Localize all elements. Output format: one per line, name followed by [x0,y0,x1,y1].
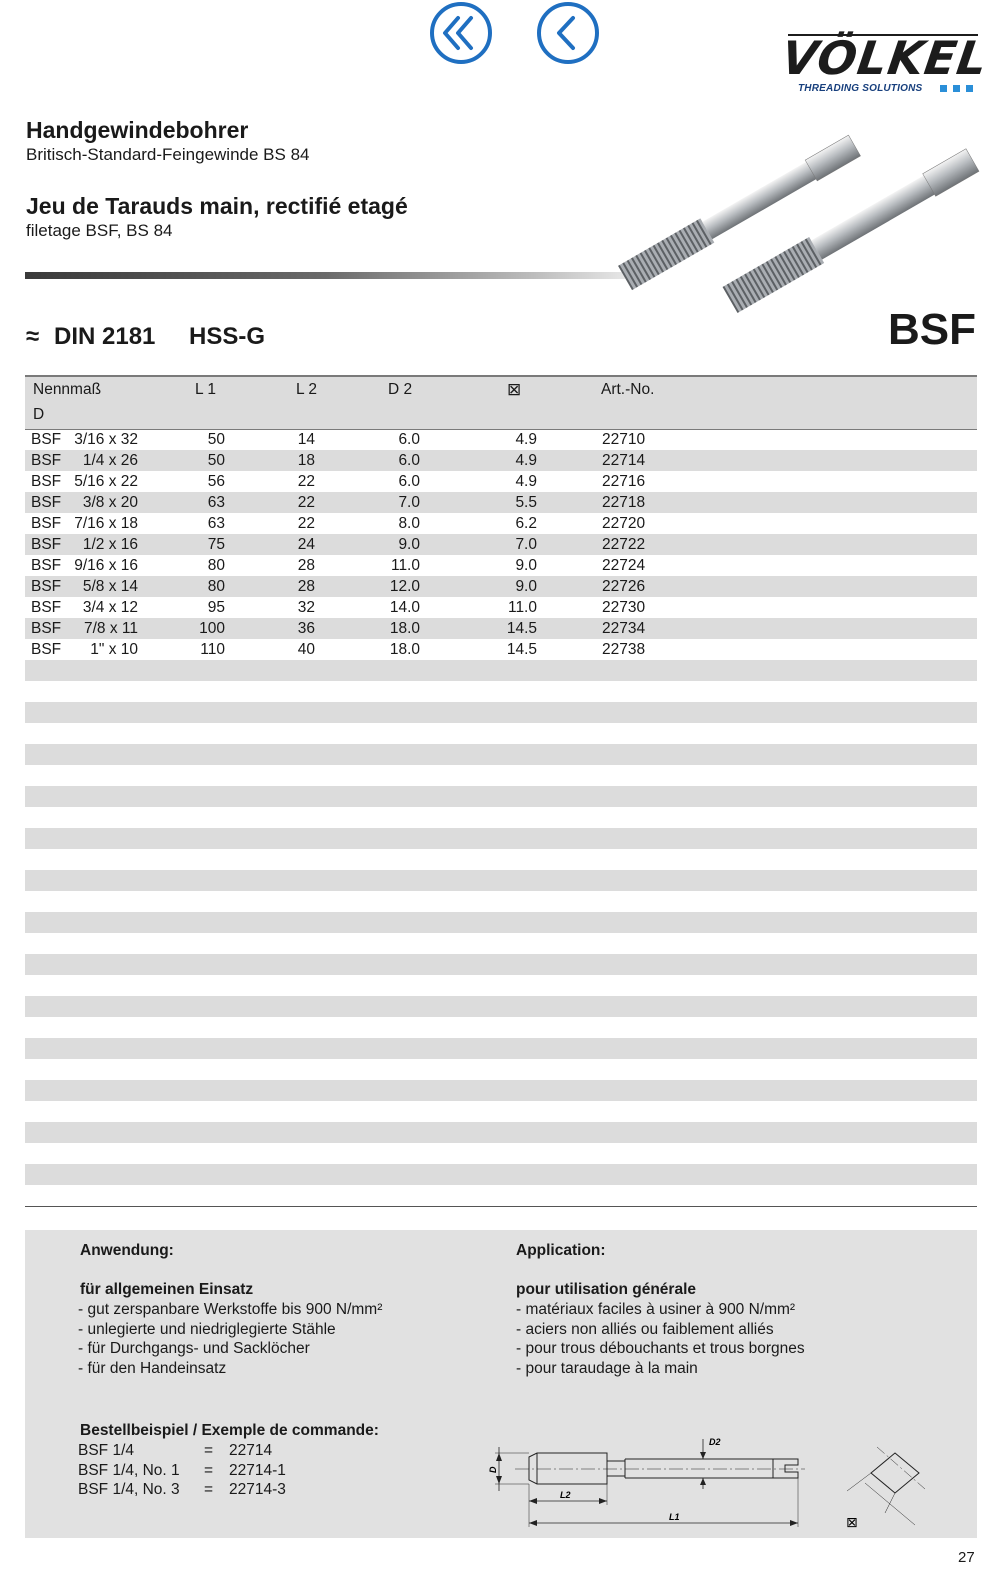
table-row-empty [25,975,977,996]
cell-l2: 40 [297,641,315,658]
table-row [25,492,977,513]
cell-l1: 50 [207,452,225,469]
cell-l2: 14 [297,431,315,448]
logo-wordmark: VÖLKEL [778,31,992,85]
table-row-empty [25,723,977,744]
cell-artno: 22710 [602,431,646,448]
cell-size: 3/16 x 32 [74,431,138,448]
cell-l1: 56 [207,473,225,490]
order-example-equals: = [204,1481,214,1498]
page-number: 27 [958,1549,975,1566]
application-heading-fr: pour utilisation générale [516,1281,696,1298]
cell-size: 9/16 x 16 [74,557,138,574]
table-row [25,450,977,471]
cell-square: 5.5 [515,494,537,511]
table-row [25,555,977,576]
cell-artno: 22730 [602,599,646,616]
tap-dimension-drawing [485,1425,955,1535]
cell-artno: 22718 [602,494,646,511]
application-label-de: Anwendung: [80,1242,174,1259]
cell-size: 7/8 x 11 [83,620,138,637]
order-example-item: BSF 1/4, No. 3 [78,1481,180,1498]
cell-l1: 63 [207,494,225,511]
cell-l1: 95 [207,599,225,616]
col-square-icon: ⊠ [507,380,522,399]
table-row-empty [25,1038,977,1059]
din-standard: DIN 2181 [54,323,156,350]
cell-square: 9.0 [515,578,537,595]
cell-standard: BSF [31,620,62,637]
cell-l1: 100 [199,620,225,637]
table-row-empty [25,828,977,849]
cell-artno: 22724 [602,557,646,574]
table-row [25,534,977,555]
cell-square: 9.0 [515,557,537,574]
table-row [25,618,977,639]
previous-page-button[interactable] [537,2,599,64]
application-heading-de: für allgemeinen Einsatz [80,1281,254,1298]
table-row-empty [25,807,977,828]
cell-square: 14.5 [506,620,537,637]
application-line-fr: - matériaux faciles à usiner à 900 N/mm² [516,1301,796,1318]
col-d2: D 2 [388,381,413,398]
table-row-empty [25,1122,977,1143]
table-row-empty [25,765,977,786]
cell-square: 4.9 [515,473,537,490]
cell-d2: 14.0 [389,599,420,616]
cell-l1: 80 [207,578,225,595]
cell-size: 5/8 x 14 [82,578,138,595]
table-row [25,576,977,597]
table-row-empty [25,681,977,702]
application-line-de: - gut zerspanbare Werkstoffe bis 900 N/mm² [78,1301,383,1318]
cell-artno: 22734 [602,620,646,637]
cell-l2: 22 [297,473,315,490]
col-l2: L 2 [296,381,317,398]
table-row-empty [25,1017,977,1038]
order-example-item: BSF 1/4 [78,1442,134,1459]
cell-size: 1/2 x 16 [82,536,138,553]
page-subtitle-fr: filetage BSF, BS 84 [26,221,173,240]
cell-artno: 22722 [602,536,646,553]
page-subtitle-de: Britisch-Standard-Feingewinde BS 84 [26,145,310,164]
cell-artno: 22726 [602,578,646,595]
table-row-empty [25,744,977,765]
cell-l1: 80 [207,557,225,574]
cell-l2: 28 [297,557,315,574]
application-line-fr: - pour taraudage à la main [516,1359,698,1377]
table-row-empty [25,1185,977,1206]
cell-d2: 6.0 [398,431,420,448]
logo-tagline: THREADING SOLUTIONS [798,83,923,94]
table-row [25,597,977,618]
cell-d2: 18.0 [389,620,420,637]
cell-size: 7/16 x 18 [74,515,138,532]
cell-d2: 6.0 [398,452,420,469]
col-d: D [33,406,45,423]
cell-size: 3/8 x 20 [82,494,138,511]
table-row [25,639,977,660]
table-row-empty [25,954,977,975]
application-line-de: - für den Handeinsatz [78,1359,227,1377]
table-row [25,429,977,450]
table-row-empty [25,786,977,807]
table-row-empty [25,933,977,954]
cell-artno: 22714 [602,452,646,469]
table-row-empty [25,912,977,933]
cell-square: 11.0 [507,599,537,616]
cell-l2: 18 [297,452,315,469]
cell-standard: BSF [31,515,62,532]
cell-d2: 6.0 [398,473,420,490]
table-row [25,471,977,492]
table-row-empty [25,702,977,723]
cell-standard: BSF [31,431,62,448]
application-line-fr: - aciers non alliés ou faiblement alliés [516,1320,774,1338]
logo-square [953,85,960,92]
logo-square [940,85,947,92]
drawing-square-icon: ⊠ [846,1515,858,1531]
cell-standard: BSF [31,452,62,469]
drawing-label-d: D [488,1466,498,1473]
table-header [25,375,977,430]
drawing-label-l1: L1 [669,1512,680,1522]
order-example-equals: = [204,1461,214,1479]
cell-square: 14.5 [506,641,537,658]
cell-standard: BSF [31,599,62,616]
table-row-empty [25,870,977,891]
application-panel [25,1230,977,1538]
cell-size: 5/16 x 22 [74,473,138,490]
cell-l2: 22 [297,515,315,532]
cell-l2: 24 [297,536,315,553]
cell-d2: 8.0 [398,515,420,532]
approx-symbol: ≈ [26,323,40,350]
double-chevron-left-icon [430,2,492,64]
table-row-empty [25,891,977,912]
cell-square: 4.9 [515,431,537,448]
col-nennmass: Nennmaß [33,381,102,398]
cell-l2: 32 [297,599,315,616]
order-example-label: Bestellbeispiel / Exemple de commande: [80,1422,379,1439]
order-example-item: BSF 1/4, No. 1 [78,1461,180,1479]
cell-l1: 110 [200,641,225,658]
col-artno: Art.-No. [601,381,655,398]
cell-l1: 75 [207,536,225,553]
cell-size: 3/4 x 12 [82,599,138,616]
first-page-button[interactable] [430,2,492,64]
table-row-empty [25,1164,977,1185]
cell-l2: 22 [297,494,315,511]
cell-artno: 22720 [602,515,646,532]
cell-standard: BSF [31,494,62,511]
order-example-equals: = [204,1442,214,1459]
table-row-empty [25,849,977,870]
cell-artno: 22738 [602,641,646,658]
drawing-label-d2: D2 [709,1437,721,1447]
drawing-label-l2: L2 [560,1490,571,1500]
application-line-fr: - pour trous débouchants et trous borgnes [516,1340,805,1357]
page-title-fr: Jeu de Tarauds main, rectifié etagé [26,193,408,219]
application-label-fr: Application: [516,1242,606,1259]
cell-d2: 12.0 [389,578,420,595]
table-row-empty [25,660,977,681]
cell-l2: 36 [297,620,315,637]
cell-d2: 18.0 [389,641,420,658]
application-line-de: - unlegierte und niedriglegierte Stähle [78,1320,336,1338]
application-line-de: - für Durchgangs- und Sacklöcher [78,1340,310,1357]
table-row-empty [25,1080,977,1101]
voelkel-logo [778,30,992,98]
cell-d2: 7.0 [398,494,420,511]
cell-square: 7.0 [515,536,537,553]
table-row-empty [25,1101,977,1122]
header-divider [25,272,625,279]
table-row-empty [25,996,977,1017]
order-example-artno: 22714-3 [229,1481,286,1498]
table-bottom-rule [25,1206,977,1207]
cell-l2: 28 [297,578,315,595]
order-example-artno: 22714-1 [229,1461,286,1479]
cell-standard: BSF [31,641,62,658]
cell-l1: 50 [207,431,225,448]
table-row-empty [25,1059,977,1080]
order-example-artno: 22714 [229,1442,273,1459]
col-l1: L 1 [195,381,216,398]
hand-taps-image [605,108,985,313]
page-title-de: Handgewindebohrer [26,117,249,143]
cell-square: 6.2 [515,515,537,532]
cell-l1: 63 [207,515,225,532]
material-grade: HSS-G [189,323,266,350]
cell-standard: BSF [31,536,62,553]
thread-type-heading: BSF [888,305,976,354]
cell-artno: 22716 [602,473,646,490]
cell-standard: BSF [31,578,62,595]
table-row-empty [25,1143,977,1164]
cell-size: 1/4 x 26 [82,452,138,469]
cell-square: 4.9 [515,452,537,469]
cell-d2: 11.0 [390,557,420,574]
logo-square [966,85,973,92]
cell-standard: BSF [31,557,62,574]
table-row [25,513,977,534]
cell-d2: 9.0 [398,536,420,553]
cell-standard: BSF [31,473,62,490]
chevron-left-icon [537,2,599,64]
cell-size: 1" x 10 [90,641,138,658]
